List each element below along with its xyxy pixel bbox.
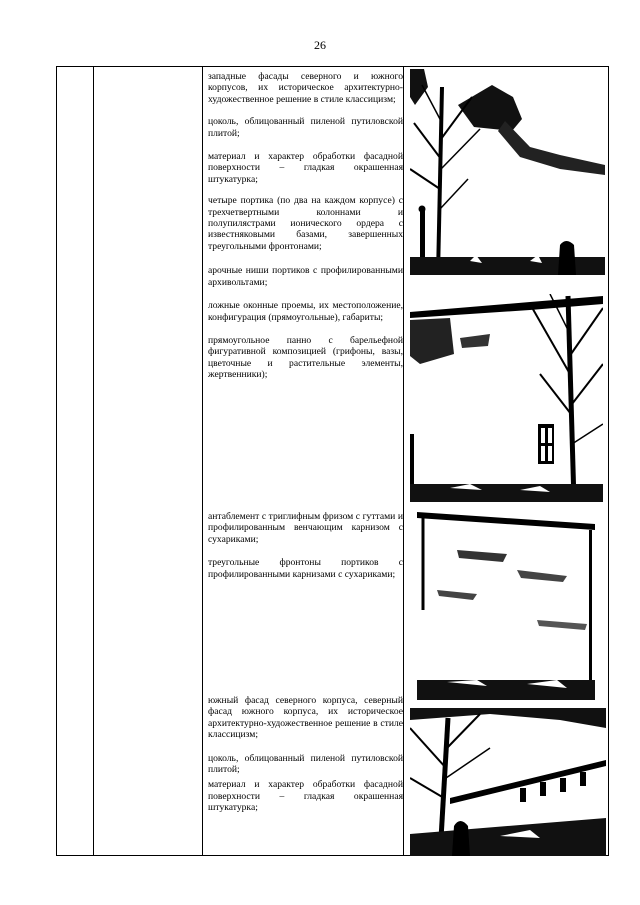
section-3-text bbox=[208, 695, 403, 814]
column-divider bbox=[202, 67, 203, 855]
section-1-text bbox=[208, 71, 403, 381]
facade-photo bbox=[410, 708, 606, 856]
paragraph: четыре портика (по два на каждом корпусе) с трехчетвертными колоннами и полупилястрами ионического ордера с известняковыми базами, завершенных треугольными фронтонами; bbox=[208, 195, 403, 252]
section-2-text bbox=[208, 511, 403, 580]
paragraph: прямоугольное панно с барельефной фигуративной композицией (грифоны, вазы, цветочные и растительные элементы, жертвенники); bbox=[208, 334, 403, 381]
facade-photo bbox=[410, 69, 605, 275]
paragraph: цоколь, облицованный пиленой путиловской плитой; bbox=[208, 752, 403, 776]
column-divider bbox=[403, 67, 404, 855]
paragraph: южный фасад северного корпуса, северный фасад южного корпуса, их историческое архитектурно-художественное решение в стиле классицизм; bbox=[208, 695, 403, 741]
paragraph: арочные ниши портиков с профилированными архивольтами; bbox=[208, 265, 403, 288]
paragraph: цоколь, облицованный пиленой путиловской плитой; bbox=[208, 116, 403, 139]
page-number: 26 bbox=[314, 38, 326, 52]
paragraph: западные фасады северного и южного корпусов, их историческое архитектурно-художественное решение в стиле классицизм; bbox=[208, 71, 403, 105]
paragraph: треугольные фронтоны портиков с профилированными карнизами с сухариками; bbox=[208, 557, 403, 580]
paragraph: материал и характер обработки фасадной поверхности – гладкая окрашенная штукатурка; bbox=[208, 779, 403, 814]
paragraph: ложные оконные проемы, их местоположение, конфигурация (прямоугольные), габариты; bbox=[208, 300, 403, 323]
document-table bbox=[56, 66, 609, 856]
paragraph: материал и характер обработки фасадной поверхности – гладкая окрашенная штукатурка; bbox=[208, 151, 403, 185]
paragraph: антаблемент с триглифным фризом с гуттами и профилированным венчающим карнизом с сухариками; bbox=[208, 511, 403, 545]
facade-photo bbox=[410, 294, 603, 502]
facade-photo bbox=[417, 510, 595, 700]
column-divider bbox=[93, 67, 94, 855]
